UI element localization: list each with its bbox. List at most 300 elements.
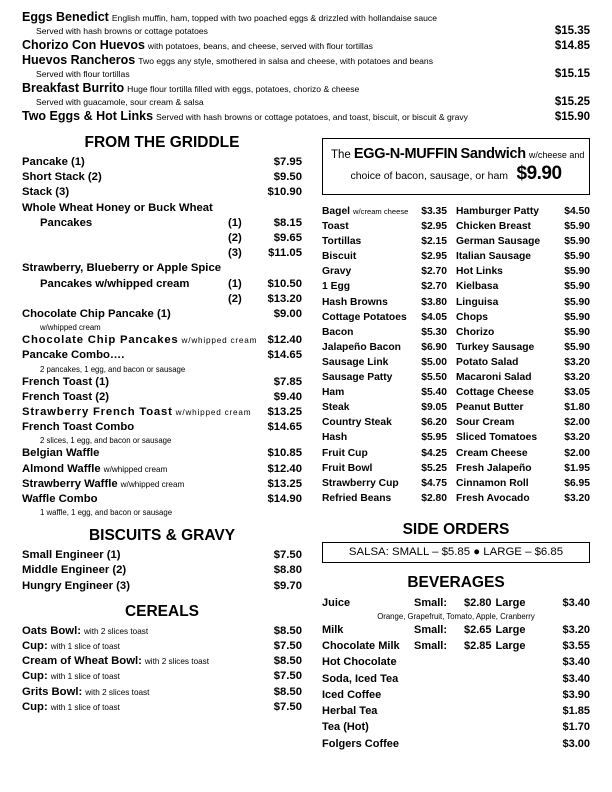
menu-item-name: French Toast Combo bbox=[22, 421, 135, 434]
menu-item-name: Biscuit bbox=[322, 251, 357, 263]
menu-item-row bbox=[22, 462, 302, 477]
menu-item-name-spacer bbox=[22, 231, 25, 246]
menu-entry-main-line bbox=[22, 53, 590, 68]
beverage-name: Milk bbox=[322, 624, 344, 637]
promo-title: EGG-N-MUFFIN bbox=[353, 146, 458, 162]
menu-item-row bbox=[456, 461, 590, 476]
menu-item-row bbox=[22, 307, 302, 322]
menu-item-price: $2.15 bbox=[421, 236, 447, 248]
menu-item-name: Strawberry Waffle bbox=[22, 477, 118, 490]
beverage-small-price: $2.65 bbox=[464, 624, 492, 637]
menu-item-row bbox=[22, 685, 302, 700]
menu-item-row bbox=[22, 292, 302, 307]
menu-item-price: $3.80 bbox=[421, 296, 447, 308]
menu-item-row bbox=[322, 491, 456, 506]
menu-item-name: Sausage Patty bbox=[322, 372, 393, 384]
menu-item-name: Almond Waffle bbox=[22, 462, 101, 475]
menu-item-name: Ham bbox=[322, 387, 345, 399]
menu-item-quantity: (2) bbox=[228, 292, 242, 305]
menu-item-name: Belgian Waffle bbox=[22, 447, 100, 460]
beverage-name: Chocolate Milk bbox=[322, 640, 400, 653]
menu-item-row bbox=[322, 430, 456, 445]
menu-item-row bbox=[22, 624, 302, 639]
menu-item-row bbox=[456, 310, 590, 325]
menu-item-row bbox=[456, 204, 590, 219]
menu-item-row bbox=[22, 446, 302, 461]
beverage-large-price: $3.40 bbox=[562, 672, 590, 685]
menu-item-row bbox=[322, 385, 456, 400]
menu-item-name: Cottage Cheese bbox=[456, 387, 534, 399]
menu-item-row bbox=[322, 340, 456, 355]
menu-entry bbox=[22, 81, 590, 109]
menu-item-price: $2.00 bbox=[564, 417, 590, 429]
menu-item-note: 1 waffle, 1 egg, and bacon or sausage bbox=[40, 508, 173, 518]
menu-item-name: Chocolate Chip Pancakes bbox=[22, 334, 179, 347]
menu-item-name: Breakfast Burrito bbox=[22, 81, 125, 95]
menu-item-name: Hash Browns bbox=[322, 296, 388, 308]
menu-item-row bbox=[22, 375, 302, 390]
menu-item-row bbox=[22, 185, 302, 200]
menu-item-name: Pancake (1) bbox=[22, 156, 85, 168]
menu-item-price: $8.50 bbox=[273, 685, 302, 698]
menu-item-row bbox=[456, 355, 590, 370]
menu-item-price: $15.15 bbox=[554, 68, 590, 80]
beverage-large-price: $3.55 bbox=[562, 640, 590, 653]
promo-with-label: w/cheese and bbox=[528, 150, 585, 160]
menu-item-price: $15.90 bbox=[554, 111, 590, 123]
menu-entry bbox=[22, 10, 590, 38]
menu-item-price: $5.30 bbox=[421, 326, 447, 338]
menu-item-row bbox=[22, 405, 302, 420]
menu-item-name: Hot Links bbox=[456, 266, 503, 278]
menu-item-price: $5.90 bbox=[564, 251, 590, 263]
menu-item-price: $9.70 bbox=[273, 579, 302, 592]
menu-item-name: Middle Engineer (2) bbox=[22, 564, 127, 577]
menu-item-name: Cup: bbox=[22, 700, 48, 713]
menu-item-price: $5.90 bbox=[564, 341, 590, 353]
menu-item-row bbox=[22, 333, 302, 348]
menu-item-row bbox=[322, 310, 456, 325]
menu-item-name: German Sausage bbox=[456, 236, 541, 248]
beverage-large-label bbox=[471, 687, 474, 703]
menu-item-row bbox=[22, 563, 302, 578]
beverage-name: Folgers Coffee bbox=[322, 737, 400, 750]
beverage-row bbox=[322, 671, 590, 687]
menu-item-row bbox=[456, 279, 590, 294]
beverage-large-price: $1.70 bbox=[562, 721, 590, 734]
beverage-small-label: Small: bbox=[414, 640, 448, 653]
menu-item-price: $5.90 bbox=[564, 266, 590, 278]
beverage-large-label bbox=[471, 703, 474, 719]
beverage-small-label bbox=[414, 703, 464, 719]
beverage-small-label bbox=[414, 719, 464, 735]
menu-item-price: $10.90 bbox=[267, 186, 302, 199]
menu-item-row bbox=[22, 548, 302, 563]
beverage-small-label: Small: bbox=[414, 624, 448, 637]
a-la-carte-grid bbox=[322, 204, 590, 506]
menu-item-price: $5.40 bbox=[421, 387, 447, 399]
menu-item-row bbox=[456, 264, 590, 279]
menu-item-name: 1 Egg bbox=[322, 281, 351, 293]
section-heading-beverages: BEVERAGES bbox=[407, 573, 505, 591]
menu-item-price: $5.90 bbox=[564, 296, 590, 308]
menu-item-price: $4.75 bbox=[421, 477, 447, 489]
menu-item-price: $5.90 bbox=[564, 326, 590, 338]
menu-item-name: Chocolate Chip Pancake (1) bbox=[22, 308, 171, 321]
menu-item-name: Cup: bbox=[22, 640, 48, 653]
menu-entry-main-line bbox=[22, 38, 590, 53]
menu-item-price: $11.05 bbox=[268, 247, 302, 260]
menu-item-price: $3.20 bbox=[564, 492, 590, 504]
menu-item-row bbox=[322, 476, 456, 491]
menu-item-name: Strawberry, Blueberry or Apple Spice bbox=[22, 262, 222, 275]
menu-item-row bbox=[22, 261, 302, 276]
side-orders-section bbox=[322, 520, 590, 563]
menu-item-price: $7.50 bbox=[273, 670, 302, 683]
menu-item-row bbox=[22, 639, 302, 654]
menu-item-name: Refried Beans bbox=[322, 492, 392, 504]
beverage-row bbox=[322, 638, 590, 654]
right-column bbox=[322, 138, 590, 752]
beverage-row bbox=[322, 736, 590, 752]
menu-item-price: $2.80 bbox=[421, 492, 447, 504]
menu-item-quantity: (1) bbox=[228, 277, 242, 290]
menu-item-row bbox=[456, 295, 590, 310]
menu-item-name: Peanut Butter bbox=[456, 402, 524, 414]
menu-item-name: Short Stack (2) bbox=[22, 171, 102, 184]
menu-item-price: $9.40 bbox=[273, 390, 302, 403]
beverage-large-label bbox=[471, 736, 474, 752]
menu-item-row bbox=[456, 415, 590, 430]
menu-item-row bbox=[322, 264, 456, 279]
menu-item-row bbox=[322, 325, 456, 340]
menu-item-row bbox=[456, 370, 590, 385]
menu-item-description: with 1 slice of toast bbox=[50, 642, 120, 652]
menu-item-row bbox=[456, 219, 590, 234]
menu-item-row bbox=[456, 340, 590, 355]
beverage-large-label bbox=[471, 671, 474, 687]
menu-item-row bbox=[22, 201, 302, 216]
menu-item-name: Hash bbox=[322, 432, 348, 444]
menu-item-description: with 1 slice of toast bbox=[50, 702, 120, 712]
beverage-large-label bbox=[471, 654, 474, 670]
menu-item-price: $8.15 bbox=[273, 216, 302, 229]
menu-item-price: $12.40 bbox=[267, 462, 302, 475]
menu-item-price: $3.20 bbox=[564, 372, 590, 384]
menu-item-price: $5.90 bbox=[564, 311, 590, 323]
menu-item-row bbox=[456, 400, 590, 415]
menu-item-price: $1.95 bbox=[564, 462, 590, 474]
menu-item-row bbox=[22, 654, 302, 669]
menu-item-price: $9.65 bbox=[273, 232, 302, 245]
beverages-section bbox=[322, 573, 590, 752]
menu-item-name: Chops bbox=[456, 311, 489, 323]
beverage-large-label: Large bbox=[495, 596, 526, 609]
menu-item-name: Linguisa bbox=[456, 296, 499, 308]
menu-item-name: Steak bbox=[322, 402, 350, 414]
menu-item-name: Chicken Breast bbox=[456, 221, 531, 233]
menu-item-name: Sliced Tomatoes bbox=[456, 432, 538, 444]
menu-item-description: with 2 slices toast bbox=[84, 626, 149, 636]
beverage-small-price bbox=[464, 703, 471, 719]
menu-item-name-spacer bbox=[22, 292, 25, 307]
menu-item-price: $14.90 bbox=[267, 493, 302, 506]
menu-item-name: Macaroni Salad bbox=[456, 372, 532, 384]
salsa-price-text: SALSA: SMALL – $5.85 ● LARGE – $6.85 bbox=[348, 545, 564, 558]
beverage-large-price: $3.90 bbox=[562, 688, 590, 701]
beverage-row bbox=[322, 703, 590, 719]
menu-item-name: French Toast (2) bbox=[22, 390, 110, 403]
menu-item-served-with: Served with guacamole, sour cream & salsa bbox=[36, 97, 204, 107]
menu-item-name: Strawberry French Toast bbox=[22, 406, 173, 419]
menu-item-name: Cinnamon Roll bbox=[456, 477, 529, 489]
menu-item-price: $3.05 bbox=[564, 387, 590, 399]
beverage-large-price: $1.85 bbox=[562, 705, 590, 718]
menu-item-row bbox=[456, 249, 590, 264]
menu-item-price: $6.20 bbox=[421, 417, 447, 429]
menu-item-price: $7.50 bbox=[273, 640, 302, 653]
left-column bbox=[22, 133, 302, 715]
menu-item-quantity: (3) bbox=[228, 247, 242, 260]
menu-item-price: $15.25 bbox=[554, 96, 590, 108]
biscuits-item-list bbox=[22, 548, 302, 594]
beverage-row bbox=[322, 622, 590, 638]
menu-item-row bbox=[22, 170, 302, 185]
menu-item-name-spacer bbox=[22, 246, 25, 261]
menu-item-name: Sausage Link bbox=[322, 356, 389, 368]
beverage-large-price: $3.40 bbox=[562, 596, 590, 609]
menu-item-price: $2.95 bbox=[421, 251, 447, 263]
beverage-small-label bbox=[414, 736, 464, 752]
menu-item-price: $8.50 bbox=[273, 655, 302, 668]
menu-item-note: 2 pancakes, 1 egg, and bacon or sausage bbox=[40, 364, 186, 374]
beverage-small-price bbox=[464, 736, 471, 752]
beverage-row bbox=[322, 595, 590, 611]
menu-item-row bbox=[22, 700, 302, 715]
menu-item-name: Cottage Potatoes bbox=[322, 311, 407, 323]
menu-item-name: Chorizo bbox=[456, 326, 495, 338]
egg-n-muffin-promo-box bbox=[322, 138, 590, 195]
menu-item-name: Jalapeño Bacon bbox=[322, 341, 401, 353]
menu-item-name: Gravy bbox=[322, 266, 352, 278]
menu-item-description: with 1 slice of toast bbox=[50, 672, 120, 682]
menu-item-price: $12.40 bbox=[267, 334, 302, 347]
menu-item-name: Chorizo Con Huevos bbox=[22, 38, 145, 52]
menu-item-note: w/whipped cream bbox=[40, 323, 101, 333]
menu-item-name: Fruit Bowl bbox=[322, 462, 373, 474]
menu-item-price: $5.90 bbox=[564, 221, 590, 233]
menu-item-name: Toast bbox=[322, 221, 349, 233]
promo-price: $9.90 bbox=[516, 163, 562, 184]
menu-item-row bbox=[22, 216, 302, 231]
menu-item-price: $8.80 bbox=[273, 564, 302, 577]
menu-item-name: Tortillas bbox=[322, 236, 362, 248]
menu-item-row bbox=[22, 348, 302, 363]
beverage-small-price bbox=[464, 654, 471, 670]
beverage-name: Tea (Hot) bbox=[322, 721, 369, 734]
menu-item-quantity: (2) bbox=[228, 232, 242, 245]
menu-item-price: $14.65 bbox=[267, 421, 302, 434]
menu-item-name: Waffle Combo bbox=[22, 493, 98, 506]
menu-item-name: Italian Sausage bbox=[456, 251, 531, 263]
beverage-name: Iced Coffee bbox=[322, 688, 382, 701]
menu-item-price: $6.95 bbox=[564, 477, 590, 489]
menu-item-price: $2.95 bbox=[421, 221, 447, 233]
menu-item-price: $2.70 bbox=[421, 266, 447, 278]
menu-item-name: Cup: bbox=[22, 670, 48, 683]
menu-entry-sub-line bbox=[22, 96, 590, 109]
beverage-large-price: $3.00 bbox=[562, 737, 590, 750]
menu-item-description: w/whipped cream bbox=[175, 408, 252, 418]
menu-item-row bbox=[22, 477, 302, 492]
menu-item-row bbox=[322, 219, 456, 234]
menu-item-row bbox=[322, 295, 456, 310]
menu-item-row bbox=[22, 155, 302, 170]
menu-item-name: Pancakes w/whipped cream bbox=[40, 277, 190, 290]
beverage-small-price: $2.80 bbox=[464, 596, 492, 609]
beverage-small-price: $2.85 bbox=[464, 640, 492, 653]
menu-item-price: $14.85 bbox=[554, 40, 590, 52]
menu-item-price: $10.50 bbox=[267, 277, 302, 290]
menu-item-description: w/whipped cream bbox=[120, 479, 185, 489]
menu-item-description: w/whipped cream bbox=[103, 464, 168, 474]
beverage-large-label: Large bbox=[495, 624, 526, 637]
beverage-small-label: Small: bbox=[414, 596, 448, 609]
menu-entry bbox=[22, 109, 590, 124]
beverage-name: Juice bbox=[322, 596, 351, 609]
menu-item-description: with 2 slices toast bbox=[144, 657, 210, 667]
menu-item-name: Potato Salad bbox=[456, 356, 519, 368]
section-heading-cereals: CEREALS bbox=[124, 602, 200, 620]
menu-entry bbox=[22, 38, 590, 53]
menu-item-row bbox=[22, 420, 302, 435]
menu-item-row bbox=[322, 370, 456, 385]
menu-item-price: $13.20 bbox=[267, 292, 302, 305]
menu-item-price: $2.00 bbox=[564, 447, 590, 459]
menu-item-description: with 2 slices toast bbox=[85, 687, 150, 697]
menu-item-name: Fresh Jalapeño bbox=[456, 462, 532, 474]
beverage-large-price: $3.40 bbox=[562, 656, 590, 669]
a-la-carte-column-left bbox=[322, 204, 456, 506]
beverage-large-label bbox=[471, 719, 474, 735]
menu-item-price: $9.05 bbox=[421, 402, 447, 414]
menu-item-row bbox=[456, 325, 590, 340]
menu-item-price: $1.80 bbox=[564, 402, 590, 414]
menu-item-description: Two eggs any style, smothered in salsa and cheese, with potatoes and beans bbox=[138, 56, 433, 66]
menu-item-price: $6.90 bbox=[421, 341, 447, 353]
menu-item-row bbox=[456, 476, 590, 491]
beverage-small-price bbox=[464, 687, 471, 703]
menu-item-name: Strawberry Cup bbox=[322, 477, 399, 489]
menu-item-row bbox=[322, 234, 456, 249]
menu-item-description: with potatoes, beans, and cheese, served with flour tortillas bbox=[147, 41, 373, 51]
menu-item-name: Fresh Avocado bbox=[456, 492, 530, 504]
menu-entry-main-line bbox=[22, 10, 590, 25]
promo-sandwich-label: Sandwich bbox=[460, 146, 526, 162]
menu-item-row bbox=[456, 446, 590, 461]
promo-the-label: The bbox=[331, 149, 351, 161]
menu-item-name: Hungry Engineer (3) bbox=[22, 579, 130, 592]
menu-item-row bbox=[322, 400, 456, 415]
menu-item-price: $7.95 bbox=[273, 156, 302, 168]
menu-item-name: Turkey Sausage bbox=[456, 341, 535, 353]
menu-item-price: $8.50 bbox=[273, 624, 302, 637]
beverages-item-list bbox=[322, 595, 590, 752]
menu-item-price: $5.00 bbox=[421, 356, 447, 368]
menu-item-price: $3.35 bbox=[421, 206, 447, 217]
beverage-row bbox=[322, 654, 590, 670]
menu-item-row bbox=[22, 390, 302, 405]
menu-item-name: Bacon bbox=[322, 326, 354, 338]
menu-item-name: Whole Wheat Honey or Buck Wheat bbox=[22, 201, 213, 214]
menu-item-name: Bagel bbox=[322, 206, 351, 217]
menu-item-name: Country Steak bbox=[322, 417, 392, 429]
section-heading-side-orders: SIDE ORDERS bbox=[402, 520, 510, 538]
menu-item-row bbox=[322, 415, 456, 430]
section-heading-biscuits: BISCUITS & GRAVY bbox=[88, 527, 236, 545]
beverage-small-label bbox=[414, 671, 464, 687]
menu-item-row bbox=[322, 204, 456, 219]
menu-entry-main-line bbox=[22, 81, 590, 96]
menu-item-row bbox=[456, 430, 590, 445]
menu-item-name: Cream Cheese bbox=[456, 447, 528, 459]
menu-item-price: $3.20 bbox=[564, 356, 590, 368]
menu-item-price: $15.35 bbox=[554, 25, 590, 37]
menu-item-price: $5.95 bbox=[421, 432, 447, 444]
menu-entry bbox=[22, 53, 590, 81]
menu-item-price: $4.25 bbox=[421, 447, 447, 459]
menu-item-note: 2 slices, 1 egg, and bacon or sausage bbox=[40, 436, 172, 446]
menu-item-price: $7.85 bbox=[273, 375, 302, 388]
menu-item-description: Served with hash browns or cottage potatoes, and toast, biscuit, or biscuit & gravy bbox=[156, 112, 468, 122]
menu-item-price: $5.90 bbox=[564, 236, 590, 248]
menu-item-price: $13.25 bbox=[267, 477, 302, 490]
menu-item-row bbox=[22, 669, 302, 684]
menu-entry-main-line bbox=[22, 109, 590, 124]
menu-item-price: $7.50 bbox=[273, 700, 302, 713]
griddle-item-list bbox=[22, 155, 302, 518]
menu-item-row bbox=[322, 461, 456, 476]
menu-item-name: Two Eggs & Hot Links bbox=[22, 109, 154, 123]
menu-entry-sub-line bbox=[22, 25, 590, 38]
menu-item-description: Huge flour tortilla filled with eggs, potatoes, chorizo & cheese bbox=[127, 84, 360, 94]
menu-entry-sub-line bbox=[22, 68, 590, 81]
beverage-small-label bbox=[414, 654, 464, 670]
menu-item-row bbox=[22, 579, 302, 594]
menu-item-served-with: Served with flour tortillas bbox=[36, 69, 130, 79]
cereals-item-list bbox=[22, 624, 302, 715]
beverage-name: Hot Chocolate bbox=[322, 656, 397, 669]
salsa-price-box bbox=[322, 542, 590, 563]
menu-item-price: $9.50 bbox=[273, 171, 302, 184]
menu-item-quantity: (1) bbox=[228, 216, 242, 229]
beverage-small-price bbox=[464, 719, 471, 735]
beverage-row bbox=[322, 687, 590, 703]
menu-item-row bbox=[322, 249, 456, 264]
menu-item-row bbox=[456, 385, 590, 400]
menu-item-name: Cream of Wheat Bowl: bbox=[22, 655, 142, 668]
a-la-carte-column-right bbox=[456, 204, 590, 506]
menu-item-price: $4.05 bbox=[421, 311, 447, 323]
menu-item-name: Small Engineer (1) bbox=[22, 549, 121, 562]
menu-item-price: $9.00 bbox=[273, 308, 302, 321]
menu-item-row bbox=[456, 491, 590, 506]
menu-item-name: Huevos Rancheros bbox=[22, 53, 136, 67]
beverage-row bbox=[322, 719, 590, 735]
beverage-name: Soda, Iced Tea bbox=[322, 672, 399, 685]
menu-item-description: English muffin, ham, topped with two poached eggs & drizzled with hollandaise sauce bbox=[111, 13, 437, 23]
menu-item-name: Stack (3) bbox=[22, 186, 70, 199]
